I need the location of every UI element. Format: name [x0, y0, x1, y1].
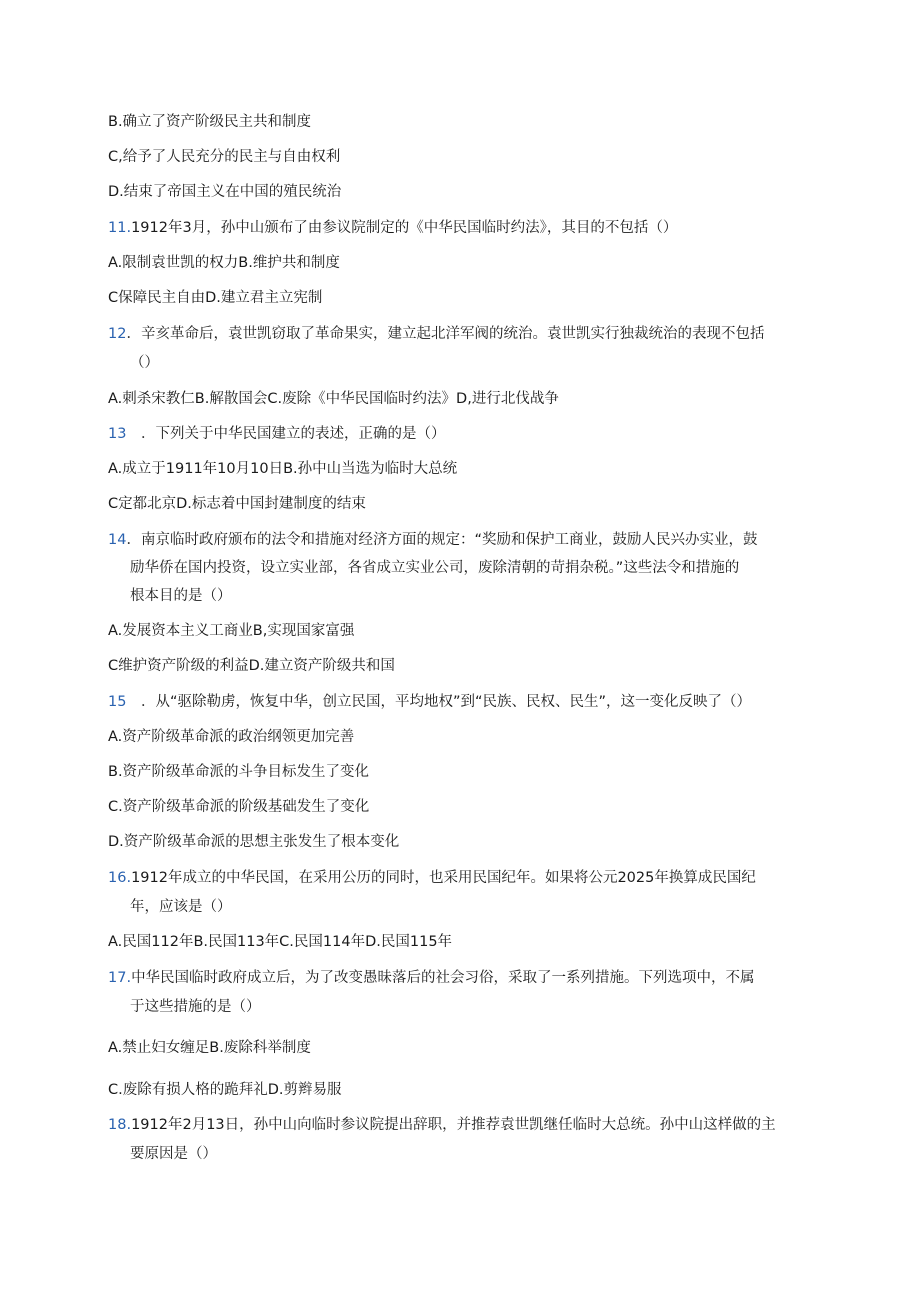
line-text: 励华侨在国内投资，设立实业部，各省成立实业公司，废除清朝的苛捐杂税。”这些法令和措施的 — [130, 560, 740, 576]
option-line — [108, 762, 369, 782]
line-text: ．辛亥革命后，袁世凯窃取了革命果实，建立起北洋军阀的统治。袁世凯实行独裁统治的表现不包括 — [126, 326, 765, 342]
option-line — [108, 932, 452, 952]
option-line — [108, 288, 322, 308]
option-line — [108, 253, 340, 273]
line-text: D.资产阶级革命派的思想主张发生了根本变化 — [108, 834, 400, 850]
line-text: C维护资产阶级的利益D.建立资产阶级共和国 — [108, 658, 395, 674]
question-line — [108, 324, 764, 344]
line-text: ．下列关于中华民国建立的表述，正确的是（） — [126, 426, 446, 442]
option-line — [108, 1080, 342, 1100]
option-line — [108, 112, 311, 132]
option-line — [108, 389, 559, 409]
line-text: A.发展资本主义工商业B,实现国家富强 — [108, 623, 355, 639]
line-text: C.废除有损人格的跪拜礼D.剪辫易服 — [108, 1082, 342, 1098]
line-text: 根本目的是（） — [130, 588, 232, 604]
question-line — [108, 968, 755, 988]
question-number: 15 — [108, 694, 127, 710]
line-text: A.成立于1911年10月10日B.孙中山当选为临时大总统 — [108, 461, 458, 477]
line-text: 年，应该是（） — [130, 899, 232, 915]
option-line — [108, 656, 395, 676]
question-number: 18. — [108, 1117, 132, 1133]
line-text: A.民国112年B.民国113年C.民国114年D.民国115年 — [108, 934, 453, 950]
option-line — [108, 1038, 311, 1058]
line-text: C保障民主自由D.建立君主立宪制 — [108, 290, 323, 306]
question-line — [108, 424, 445, 444]
line-text: C定都北京D.标志着中国封建制度的结束 — [108, 496, 366, 512]
question-line — [108, 692, 751, 712]
question-continuation — [130, 558, 739, 578]
question-number: 16. — [108, 870, 132, 886]
line-text: B.资产阶级革命派的斗争目标发生了变化 — [108, 764, 370, 780]
line-text: ．南京临时政府颁布的法令和措施对经济方面的规定：“奖励和保护工商业，鼓励人民兴办实业，鼓 — [126, 532, 758, 548]
option-line — [108, 832, 399, 852]
question-continuation — [130, 997, 261, 1017]
line-text: 中华民国临时政府成立后，为了改变愚昧落后的社会习俗，采取了一系列措施。下列选项中，不属 — [131, 970, 755, 986]
line-text: A.禁止妇女缠足B.废除科举制度 — [108, 1040, 311, 1056]
line-text: （） — [130, 355, 159, 371]
line-text: 于这些措施的是（） — [130, 999, 261, 1015]
option-line — [108, 182, 341, 202]
line-text: D.结束了帝国主义在中国的殖民统治 — [108, 184, 342, 200]
question-line — [108, 530, 757, 550]
question-number: 14 — [108, 532, 127, 548]
line-text: 要原因是（） — [130, 1146, 217, 1162]
question-line — [108, 1115, 776, 1135]
option-line — [108, 797, 369, 817]
line-text: A.限制袁世凯的权力B.维护共和制度 — [108, 255, 340, 271]
line-text: C.资产阶级革命派的阶级基础发生了变化 — [108, 799, 370, 815]
question-continuation — [130, 897, 232, 917]
question-number: 12 — [108, 326, 127, 342]
question-number: 17. — [108, 970, 132, 986]
option-line — [108, 494, 366, 514]
line-text: 1912年2月13日，孙中山向临时参议院提出辞职，并推荐袁世凯继任临时大总统。孙中山这样做的主 — [131, 1117, 776, 1133]
question-number: 13 — [108, 426, 127, 442]
option-line — [108, 459, 457, 479]
line-text: C,给予了人民充分的民主与自由权利 — [108, 149, 341, 165]
line-text: A.刺杀宋教仁B.解散国会C.废除《中华民国临时约法》D,进行北伐战争 — [108, 391, 559, 407]
question-line — [108, 868, 756, 888]
question-continuation — [130, 1144, 217, 1164]
question-number: 11. — [108, 220, 132, 236]
option-line — [108, 147, 340, 167]
question-continuation — [130, 353, 159, 373]
line-text: ．从“驱除勒虏，恢复中华，创立民国，平均地权”到“民族、民权、民生”，这一变化反映了（） — [126, 694, 751, 710]
line-text: 1912年成立的中华民国，在采用公历的同时，也采用民国纪年。如果将公元2025年换算成民国纪 — [131, 870, 756, 886]
option-line — [108, 727, 354, 747]
question-continuation — [130, 586, 232, 606]
question-line — [108, 218, 677, 238]
line-text: 1912年3月，孙中山颁布了由参议院制定的《中华民国临时约法》，其目的不包括（） — [131, 220, 678, 236]
line-text: A.资产阶级革命派的政治纲领更加完善 — [108, 729, 355, 745]
line-text: B.确立了资产阶级民主共和制度 — [108, 114, 312, 130]
option-line — [108, 621, 354, 641]
